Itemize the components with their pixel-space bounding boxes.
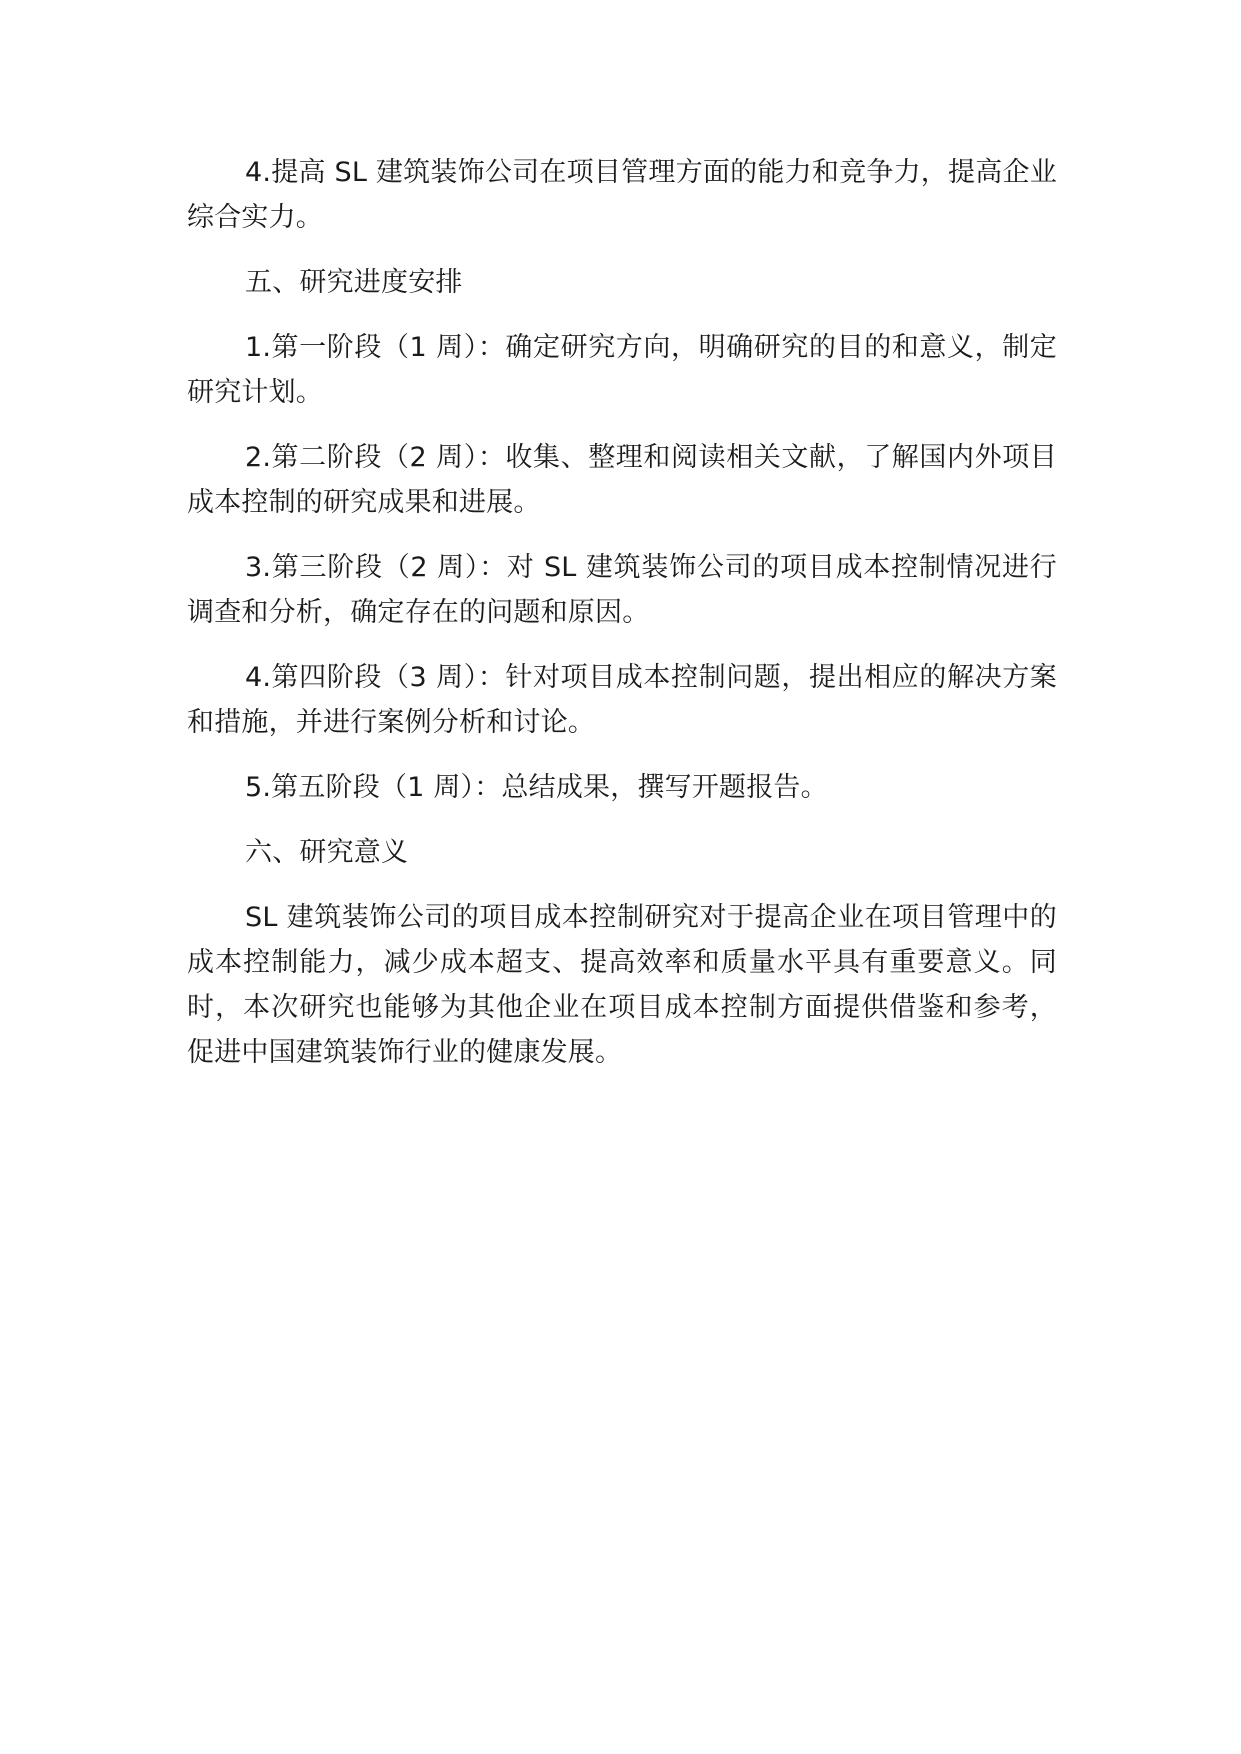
paragraph-significance: SL 建筑装饰公司的项目成本控制研究对于提高企业在项目管理中的成本控制能力，减少成本超支、提高效率和质量水平具有重要意义。同时，本次研究也能够为其他企业在项目成本控制方面提供借鉴和参考，促进中国建筑装饰行业的健康发展。 <box>187 902 1057 1068</box>
paragraph-stage-4: 4.第四阶段（3 周）：针对项目成本控制问题，提出相应的解决方案和措施，并进行案例分析和讨论。 <box>187 662 1057 738</box>
paragraph-stage-1: 1.第一阶段（1 周）：确定研究方向，明确研究的目的和意义，制定研究计划。 <box>187 332 1057 408</box>
paragraph-stage-3: 3.第三阶段（2 周）：对 SL 建筑装饰公司的项目成本控制情况进行调查和分析，确定存在的问题和原因。 <box>187 552 1057 628</box>
paragraph-goal-4: 4.提高 SL 建筑装饰公司在项目管理方面的能力和竞争力，提高企业综合实力。 <box>187 157 1057 233</box>
document-body <box>187 150 1057 1095</box>
section-heading-significance: 六、研究意义 <box>245 837 409 868</box>
section-heading-schedule: 五、研究进度安排 <box>245 267 463 298</box>
paragraph-stage-5: 5.第五阶段（1 周）：总结成果，撰写开题报告。 <box>245 772 828 803</box>
paragraph-stage-2: 2.第二阶段（2 周）：收集、整理和阅读相关文献，了解国内外项目成本控制的研究成果和进展。 <box>187 442 1057 518</box>
